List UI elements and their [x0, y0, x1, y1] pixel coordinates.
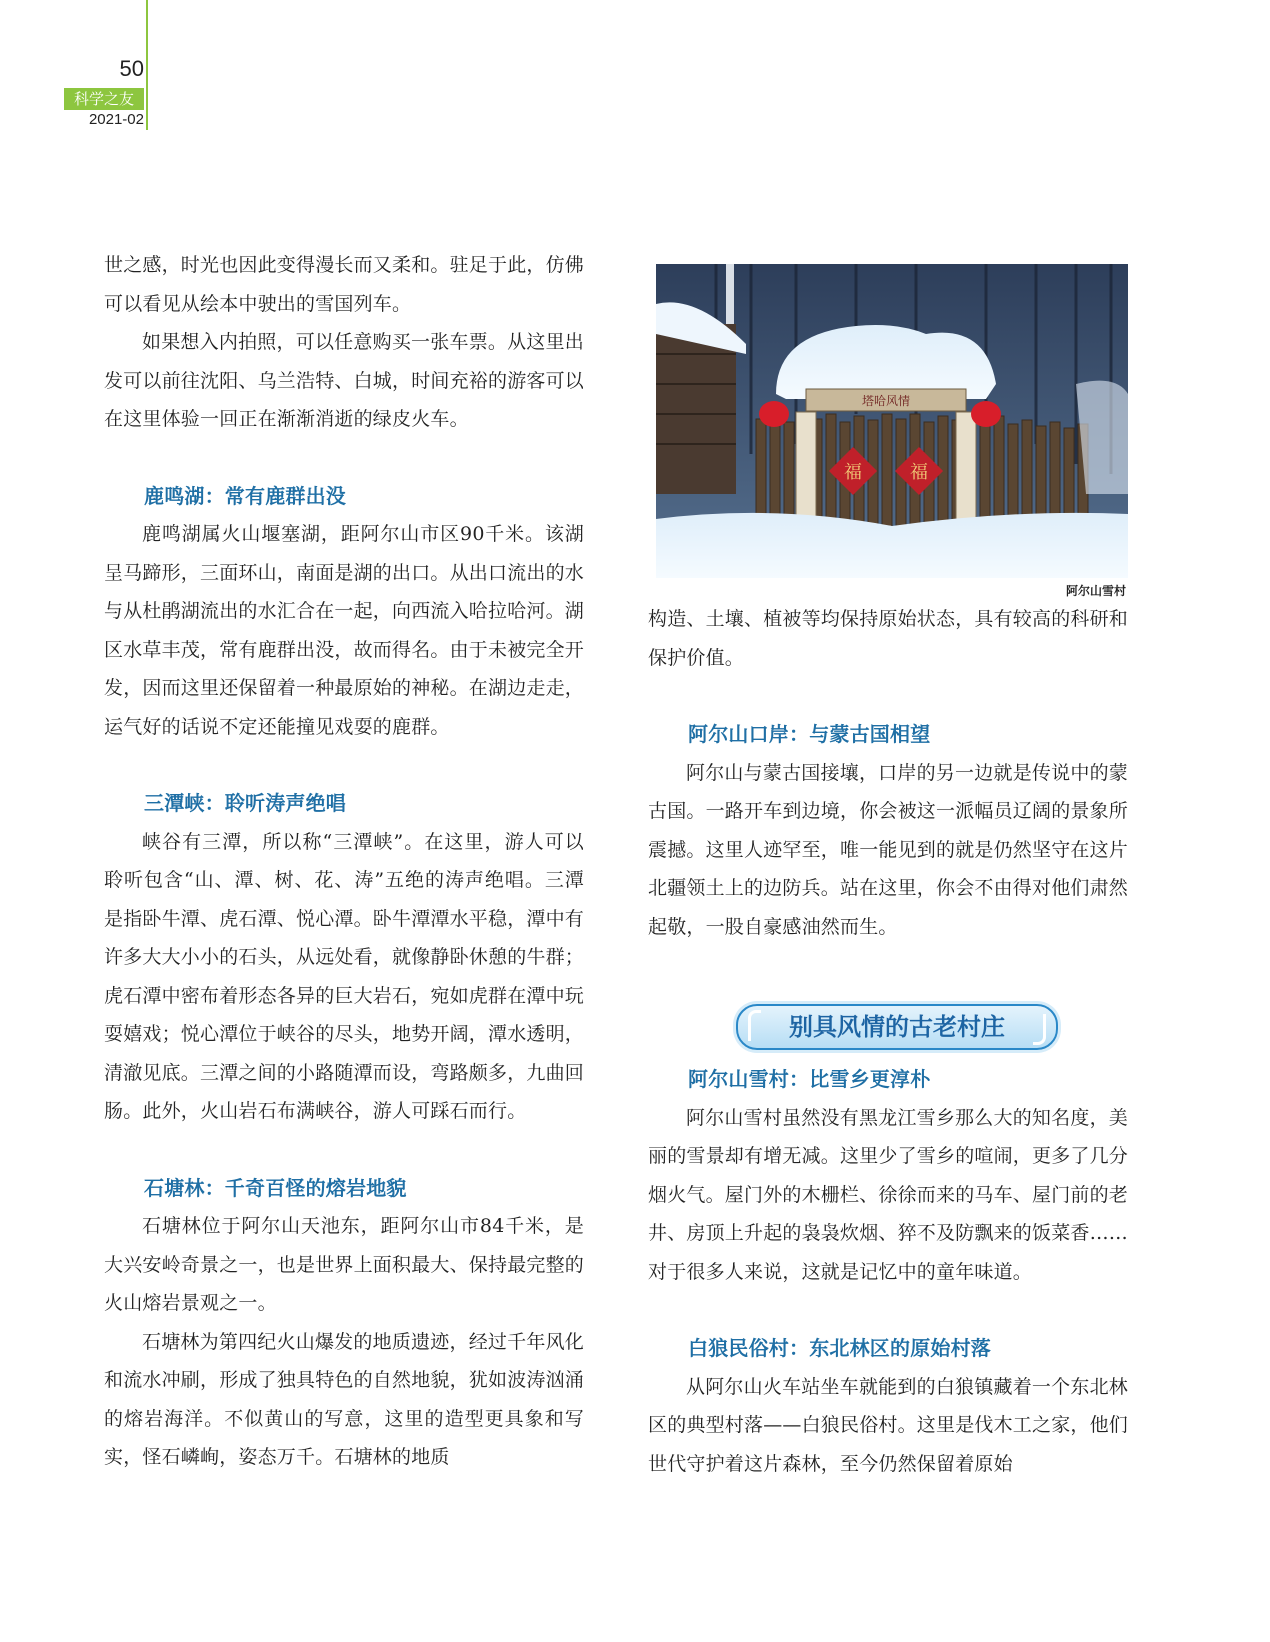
banner-decoration [748, 1010, 761, 1041]
snow-village-illustration [656, 264, 1128, 578]
section-banner [736, 1004, 1058, 1050]
right-column-top [648, 600, 1128, 946]
paragraph: 从阿尔山火车站坐车就能到的白狼镇藏着一个东北林区的典型村落——白狼民俗村。这里是伐木工之家，他们世代守护着这片森林，至今仍然保留着原始 [648, 1375, 1129, 1475]
paragraph: 阿尔山雪村虽然没有黑龙江雪乡那么大的知名度，美丽的雪景却有增无减。这里少了雪乡的喧闹，更多了几分烟火气。屋门外的木栅栏、徐徐而来的马车、屋门前的老井、房顶上升起的袅袅炊烟、猝不及防飘来的饭菜香……对于很多人来说，这就是记忆中的童年味道。 [648, 1106, 1129, 1283]
paragraph: 石塘林位于阿尔山天池东，距阿尔山市84千米，是大兴安岭奇景之一，也是世界上面积最大、保持最完整的火山熔岩景观之一。 [104, 1215, 585, 1314]
left-column [104, 246, 584, 1477]
fu-character: 福 [844, 462, 862, 483]
banner-decoration [1033, 1014, 1046, 1045]
paragraph: 世之感，时光也因此变得漫长而又柔和。驻足于此，仿佛可以看见从绘本中驶出的雪国列车。 [104, 254, 585, 315]
paragraph: 如果想入内拍照，可以任意购买一张车票。从这里出发可以前往沈阳、乌兰浩特、白城，时间充裕的游客可以在这里体验一回正在渐渐消逝的绿皮火车。 [104, 331, 585, 430]
photo-caption: 阿尔山雪村 [1065, 584, 1126, 598]
banner-title: 别具风情的古老村庄 [789, 1013, 1005, 1041]
paragraph: 构造、土壤、植被等均保持原始状态，具有较高的科研和保护价值。 [648, 608, 1129, 669]
section-heading: 石塘林：千奇百怪的熔岩地貌 [144, 1175, 407, 1200]
section-heading: 阿尔山口岸：与蒙古国相望 [688, 722, 931, 746]
issue-date: 2021-02 [88, 111, 144, 128]
paragraph: 鹿鸣湖属火山堰塞湖，距阿尔山市区90千米。该湖呈马蹄形，三面环山，南面是湖的出口。从出口流出的水与从杜鹃湖流出的水汇合在一起，向西流入哈拉哈河。湖区水草丰茂，常有鹿群出没，故而得名。由于未被完全开发，因而这里还保留着一种最原始的神秘。在湖边走走，运气好的话说不定还能撞见戏耍的鹿群。 [104, 523, 585, 738]
header-rule [146, 0, 148, 130]
section-heading: 三潭峡：聆听涛声绝唱 [144, 791, 346, 815]
section-heading: 白狼民俗村：东北林区的原始村落 [688, 1336, 991, 1360]
fu-character: 福 [910, 462, 928, 483]
snow-village-photo [656, 264, 1128, 578]
section-heading: 阿尔山雪村：比雪乡更淳朴 [688, 1067, 931, 1091]
section-heading: 鹿鸣湖：常有鹿群出没 [144, 483, 346, 508]
magazine-name: 科学之友 [64, 88, 144, 110]
paragraph: 石塘林为第四纪火山爆发的地质遗迹，经过千年风化和流水冲刷，形成了独具特色的自然地貌，犹如波涛汹涌的熔岩海洋。不似黄山的写意，这里的造型更具象和写实，怪石嶙峋，姿态万千。石塘林的地质 [104, 1330, 585, 1468]
right-column-bottom [648, 1060, 1128, 1483]
page-number: 50 [119, 56, 144, 81]
paragraph: 峡谷有三潭，所以称“三潭峡”。在这里，游人可以聆听包含“山、潭、树、花、涛”五绝的涛声绝唱。三潭是指卧牛潭、虎石潭、悦心潭。卧牛潭潭水平稳，潭中有许多大大小小的石头，从远处看，就像静卧休憩的牛群；虎石潭中密布着形态各异的巨大岩石，宛如虎群在潭中玩耍嬉戏；悦心潭位于峡谷的尽头，地势开阔，潭水透明，清澈见底。三潭之间的小路随潭而设，弯路颇多，九曲回肠。此外，火山岩石布满峡谷，游人可踩石而行。 [104, 830, 585, 1122]
paragraph: 阿尔山与蒙古国接壤，口岸的另一边就是传说中的蒙古国。一路开车到边境，你会被这一派幅员辽阔的景象所震撼。这里人迹罕至，唯一能见到的就是仍然坚守在这片北疆领土上的边防兵。站在这里，你会不由得对他们肃然起敬，一股自豪感油然而生。 [648, 761, 1129, 938]
gate-sign-text: 塔哈风情 [861, 394, 911, 408]
